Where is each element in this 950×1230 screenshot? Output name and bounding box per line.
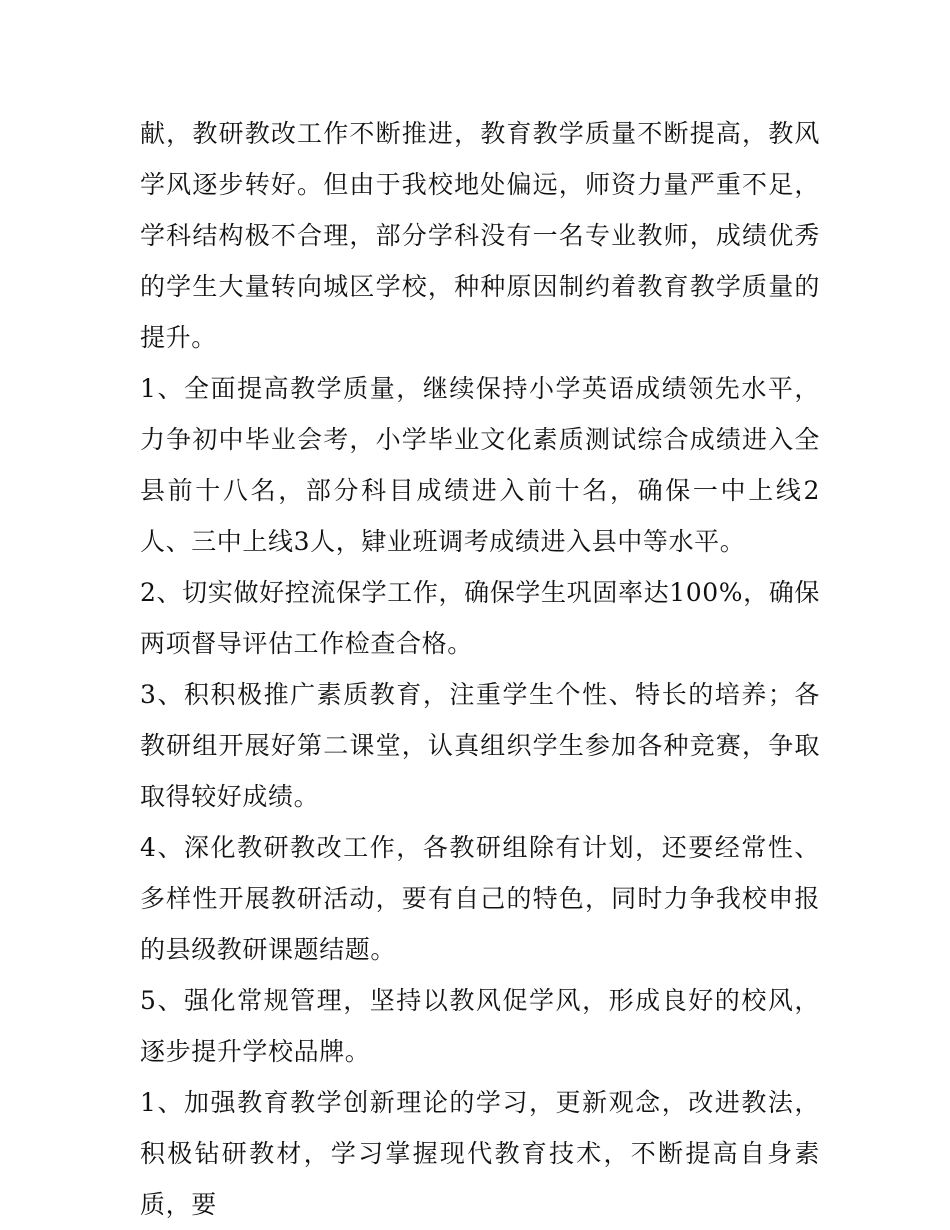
paragraph-goal-3: 3、积积极推广素质教育，注重学生个性、特长的培养；各教研组开展好第二课堂，认真组织学生参加各种竞赛，争取取得较好成绩。 bbox=[140, 680, 820, 811]
paragraph-goal-1: 1、全面提高教学质量，继续保持小学英语成绩领先水平，力争初中毕业会考，小学毕业文化素质测试综合成绩进入全县前十八名，部分科目成绩进入前十名，确保一中上线2人、三中上线3人，肄业班调考成绩进入县中等水平。 bbox=[140, 374, 820, 556]
document-body bbox=[140, 108, 820, 1230]
paragraph-goal-2: 2、切实做好控流保学工作，确保学生巩固率达100%，确保两项督导评估工作检查合格。 bbox=[140, 578, 820, 658]
paragraph-measure-1: 1、加强教育教学创新理论的学习，更新观念，改进教法，积极钻研教材，学习掌握现代教育技术，不断提高自身素质，要 bbox=[140, 1088, 820, 1219]
paragraph-goal-5: 5、强化常规管理，坚持以教风促学风，形成良好的校风，逐步提升学校品牌。 bbox=[140, 986, 820, 1066]
paragraph-goal-4: 4、深化教研教改工作，各教研组除有计划，还要经常性、多样性开展教研活动，要有自己的特色，同时力争我校申报的县级教研课题结题。 bbox=[140, 833, 820, 964]
paragraph-intro: 献，教研教改工作不断推进，教育教学质量不断提高，教风学风逐步转好。但由于我校地处偏远，师资力量严重不足，学科结构极不合理，部分学科没有一名专业教师，成绩优秀的学生大量转向城区学校，种种原因制约着教育教学质量的提升。 bbox=[140, 119, 820, 352]
